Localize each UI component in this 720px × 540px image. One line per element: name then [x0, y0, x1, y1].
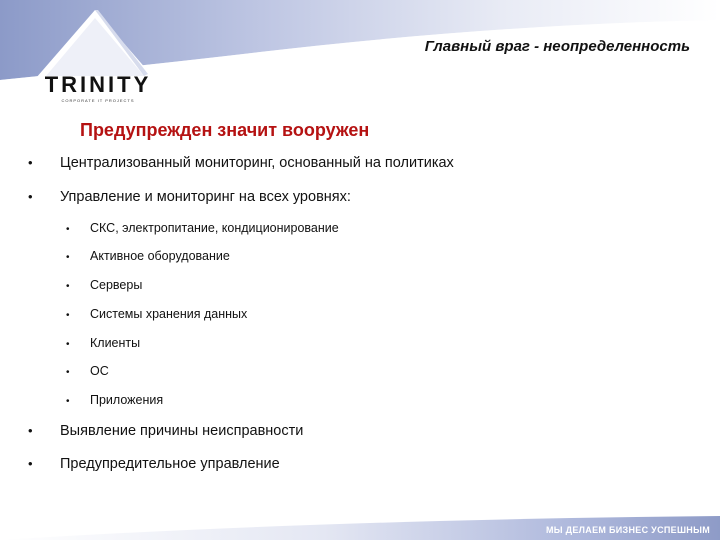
- list-item: [28, 189, 351, 205]
- bullet-icon: •: [28, 189, 33, 204]
- bullet-icon: •: [28, 456, 33, 471]
- bullet-text: Управление и мониторинг на всех уровнях:: [60, 189, 351, 205]
- sub-list-item: [66, 278, 142, 292]
- sub-bullet-text: Системы хранения данных: [90, 307, 248, 321]
- list-item: [28, 423, 303, 439]
- list-item: [28, 155, 454, 171]
- sub-bullet-icon: •: [66, 252, 70, 263]
- sub-list-item: [66, 307, 247, 321]
- bullet-icon: •: [28, 423, 33, 438]
- sub-bullet-icon: •: [66, 310, 70, 321]
- sub-list-item: [66, 221, 339, 235]
- bullet-text: Централизованный мониторинг, основанный на политиках: [60, 155, 454, 171]
- sub-bullet-icon: •: [66, 396, 70, 407]
- sub-bullet-icon: •: [66, 339, 70, 350]
- sub-bullet-text: Активное оборудование: [90, 249, 230, 263]
- sub-bullet-icon: •: [66, 367, 70, 378]
- sub-bullet-text: Приложения: [90, 393, 164, 407]
- sub-bullet-text: СКС, электропитание, кондиционирование: [90, 221, 339, 235]
- sub-bullet-text: ОС: [90, 364, 109, 378]
- slide-title: Главный враг - неопределенность: [424, 38, 690, 55]
- heading: Предупрежден значит вооружен: [80, 120, 370, 140]
- sub-bullet-text: Клиенты: [90, 336, 141, 350]
- sub-bullet-text: Серверы: [90, 278, 143, 292]
- sub-bullet-icon: •: [66, 281, 70, 292]
- list-item: [28, 456, 280, 472]
- logo-wordmark: TRINITY: [44, 72, 152, 97]
- sub-list-item: [66, 336, 140, 350]
- sub-bullet-icon: •: [66, 224, 70, 235]
- footer-slogan: МЫ ДЕЛАЕМ БИЗНЕС УСПЕШНЫМ: [545, 525, 710, 535]
- sub-list-item: [66, 364, 109, 378]
- sub-list-item: [66, 249, 230, 263]
- bullet-icon: •: [28, 155, 33, 170]
- logo-tagline: CORPORATE IT PROJECTS: [61, 98, 135, 103]
- sub-list-item: [66, 393, 163, 407]
- bullet-text: Выявление причины неисправности: [60, 423, 304, 439]
- bullet-text: Предупредительное управление: [60, 456, 280, 472]
